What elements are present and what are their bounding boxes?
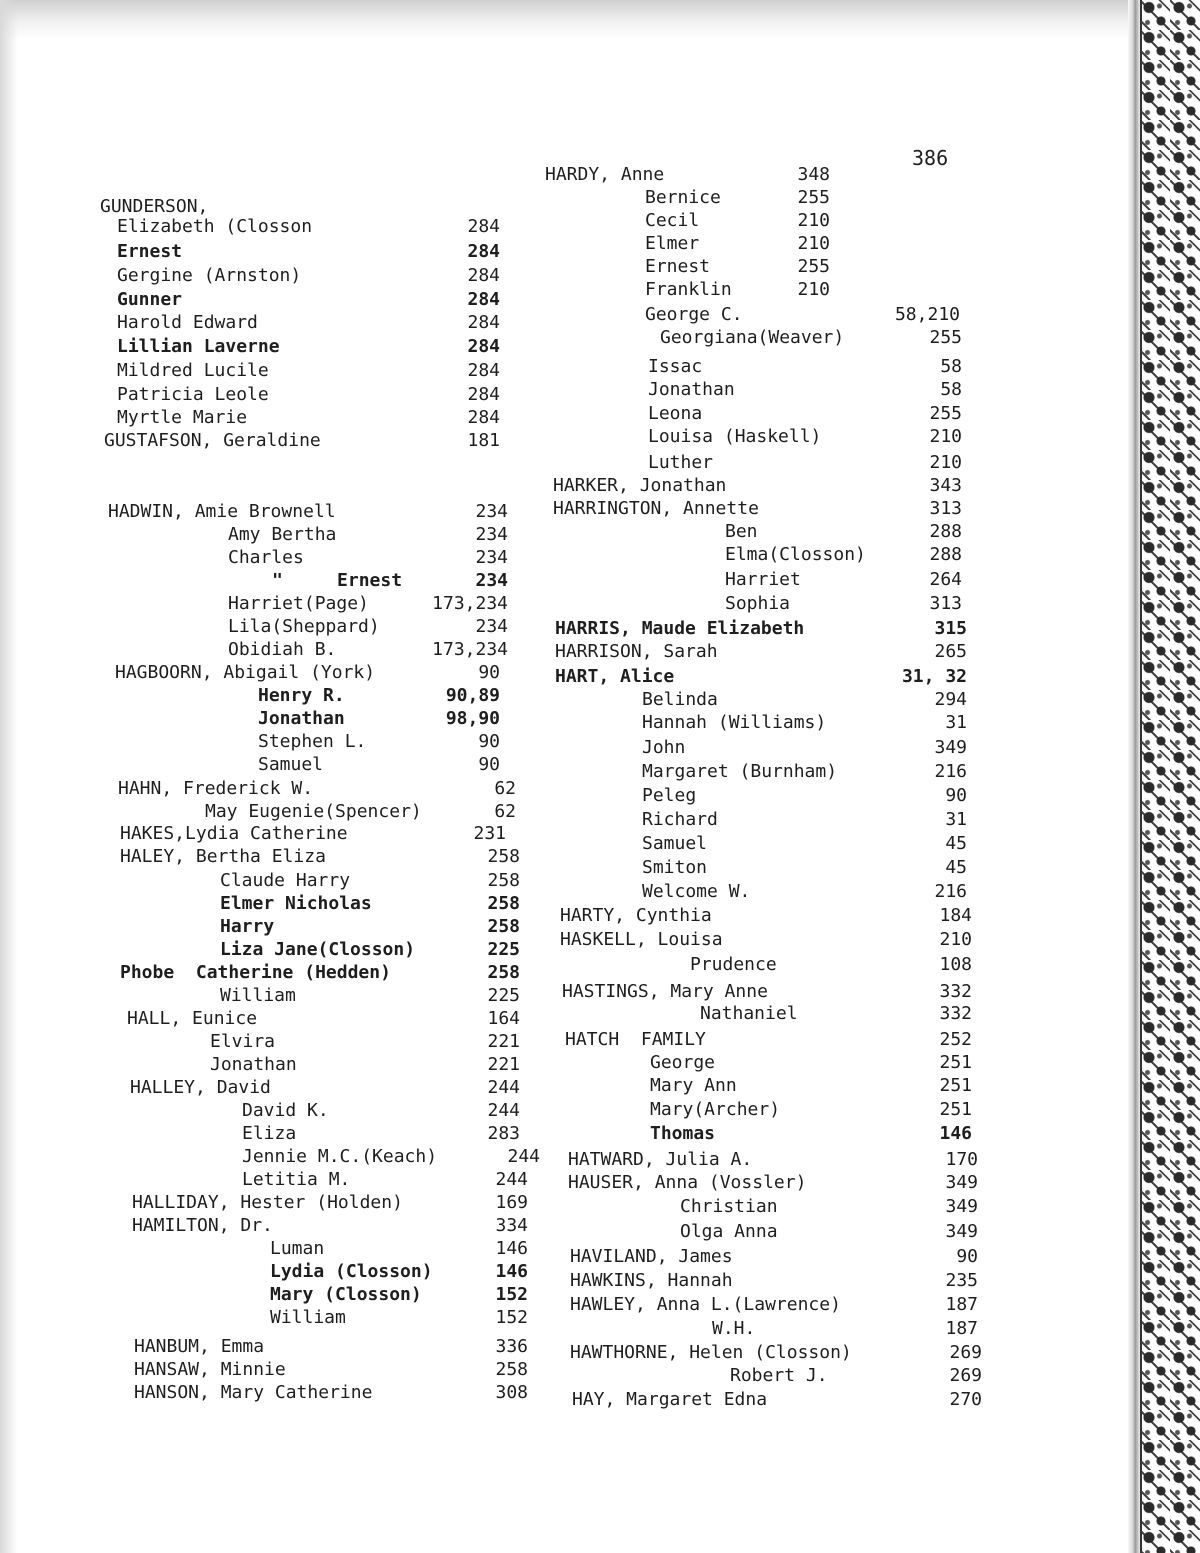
entry-pages: 269: [949, 1342, 982, 1363]
index-entry: [560, 904, 972, 927]
entry-name: Hannah (Williams): [642, 712, 827, 733]
entry-name: GUSTAFSON, Geraldine: [104, 430, 321, 451]
entry-pages: 45: [945, 857, 967, 878]
entry-pages: 45: [945, 833, 967, 854]
index-entry: [648, 378, 962, 401]
entry-name: Mildred Lucile: [117, 360, 269, 381]
entry-name: Elizabeth (Closson: [117, 216, 313, 237]
entry-name: William: [220, 985, 296, 1006]
entry-pages: 349: [945, 1221, 978, 1242]
entry-name: Gergine (Arnston): [117, 265, 302, 286]
entry-pages: 258: [487, 916, 520, 937]
index-entry: [648, 355, 962, 378]
entry-name: Amy Bertha: [228, 524, 337, 545]
entry-pages: 284: [467, 265, 500, 286]
entry-name: Lila(Sheppard): [228, 616, 380, 637]
entry-name: Ernest: [117, 241, 183, 262]
index-entry: [568, 1171, 978, 1194]
entry-name: W.H.: [712, 1318, 756, 1339]
entry-name: Patricia Leole: [117, 384, 269, 405]
entry-pages: 264: [929, 569, 962, 590]
entry-name: Jonathan: [648, 379, 735, 400]
entry-name: Prudence: [690, 954, 777, 975]
entry-name: Lillian Laverne: [117, 336, 280, 357]
entry-name: Cecil: [645, 210, 700, 231]
entry-name: HALLIDAY, Hester (Holden): [132, 1192, 403, 1213]
entry-pages: 251: [939, 1075, 972, 1096]
entry-pages: 231: [473, 823, 506, 844]
entry-name: HATCH FAMILY: [565, 1029, 706, 1050]
entry-pages: 284: [467, 241, 500, 262]
entry-name: Claude Harry: [220, 870, 351, 891]
entry-pages: 210: [929, 426, 962, 447]
entry-name: Jennie M.C.(Keach): [242, 1146, 438, 1167]
entry-pages: 225: [487, 939, 520, 960]
entry-name: Obidiah B.: [228, 639, 337, 660]
entry-name: Liza Jane(Closson): [220, 939, 416, 960]
index-entry: [555, 617, 967, 640]
entry-name: HASKELL, Louisa: [560, 929, 723, 950]
entry-pages: 184: [939, 905, 972, 926]
entry-pages: 90: [945, 785, 967, 806]
entry-pages: 349: [945, 1196, 978, 1217]
entry-name: Robert J.: [730, 1365, 828, 1386]
entry-name: Louisa (Haskell): [648, 426, 822, 447]
entry-name: Welcome W.: [642, 881, 751, 902]
entry-pages: 235: [945, 1270, 978, 1291]
entry-name: Belinda: [642, 689, 718, 710]
entry-name: May Eugenie(Spencer): [205, 801, 422, 822]
entry-name: " Ernest: [272, 570, 403, 591]
index-entry: [642, 880, 967, 903]
index-entry: [645, 186, 830, 209]
entry-pages: 269: [949, 1365, 982, 1386]
entry-pages: 58: [940, 379, 962, 400]
entry-name: Elma(Closson): [725, 544, 866, 565]
entry-name: Letitia M.: [242, 1169, 351, 1190]
entry-name: Harry: [220, 916, 275, 937]
entry-name: HAY, Margaret Edna: [572, 1389, 768, 1410]
index-entry: [570, 1245, 978, 1268]
entry-name: George C.: [645, 304, 743, 325]
entry-pages: 108: [939, 954, 972, 975]
entry-pages: 251: [939, 1099, 972, 1120]
entry-pages: 258: [495, 1359, 528, 1380]
index-entry: [725, 592, 962, 615]
entry-pages: 288: [929, 521, 962, 542]
entry-pages: 210: [797, 233, 830, 254]
entry-name: HAMILTON, Dr.: [132, 1215, 273, 1236]
entry-name: Bernice: [645, 187, 721, 208]
index-entry: [725, 568, 962, 591]
entry-name: Leona: [648, 403, 703, 424]
index-entry: [680, 1220, 978, 1243]
entry-name: Samuel: [258, 754, 324, 775]
entry-name: HAWKINS, Hannah: [570, 1270, 733, 1291]
entry-name: HAGBOORN, Abigail (York): [115, 662, 376, 683]
index-entry: [645, 232, 830, 255]
entry-name: HAVILAND, James: [570, 1246, 733, 1267]
index-entry: [690, 953, 972, 976]
index-entry: [680, 1195, 978, 1218]
entry-name: Stephen L.: [258, 731, 367, 752]
entry-name: Phobe Catherine (Hedden): [120, 962, 391, 983]
entry-pages: 336: [495, 1336, 528, 1357]
entry-pages: 255: [797, 256, 830, 277]
entry-name: Eliza: [242, 1123, 297, 1144]
entry-pages: 284: [467, 336, 500, 357]
entry-name: HART, Alice: [555, 666, 675, 687]
entry-pages: 187: [945, 1318, 978, 1339]
entry-pages: 244: [487, 1077, 520, 1098]
entry-pages: 234: [475, 501, 508, 522]
entry-pages: 90,89: [445, 685, 500, 706]
index-entry: [645, 255, 830, 278]
entry-pages: 90: [478, 731, 500, 752]
entry-name: Nathaniel: [700, 1003, 798, 1024]
entry-name: William: [270, 1307, 346, 1328]
index-entry: [555, 640, 967, 663]
entry-pages: 31, 32: [901, 666, 967, 687]
entry-pages: 58: [940, 356, 962, 377]
entry-name: Harold Edward: [117, 312, 258, 333]
entry-name: Sophia: [725, 593, 791, 614]
index-entry: [648, 402, 962, 425]
entry-name: John: [642, 737, 686, 758]
entry-pages: 255: [929, 403, 962, 424]
entry-name: Ben: [725, 521, 758, 542]
entry-name: Luther: [648, 452, 714, 473]
entry-pages: 31: [945, 809, 967, 830]
entry-pages: 284: [467, 360, 500, 381]
entry-pages: 170: [945, 1149, 978, 1170]
entry-name: Harriet(Page): [228, 593, 369, 614]
entry-pages: 252: [939, 1029, 972, 1050]
entry-pages: 284: [467, 407, 500, 428]
index-entry: [730, 1364, 982, 1387]
index-entry: [570, 1293, 978, 1316]
entry-pages: 187: [945, 1294, 978, 1315]
entry-pages: 31: [945, 712, 967, 733]
entry-pages: 152: [495, 1307, 528, 1328]
index-entry: [553, 474, 962, 497]
entry-name: HANSAW, Minnie: [134, 1359, 286, 1380]
entry-pages: 221: [487, 1054, 520, 1075]
entry-name: Smiton: [642, 857, 708, 878]
entry-pages: 234: [475, 570, 508, 591]
entry-name: George: [650, 1052, 716, 1073]
entry-pages: 225: [487, 985, 520, 1006]
entry-pages: 258: [487, 846, 520, 867]
entry-name: HARKER, Jonathan: [553, 475, 727, 496]
index-entry: [642, 856, 967, 879]
entry-name: HARTY, Cynthia: [560, 905, 712, 926]
entry-name: Charles: [228, 547, 304, 568]
index-entry: [570, 1341, 982, 1364]
entry-pages: 62: [494, 801, 516, 822]
index-entry: [642, 736, 967, 759]
entry-pages: 146: [495, 1238, 528, 1259]
entry-pages: 152: [495, 1284, 528, 1305]
entry-pages: 284: [467, 289, 500, 310]
entry-name: Jonathan: [210, 1054, 297, 1075]
index-entry: [645, 278, 830, 301]
entry-name: Issac: [648, 356, 703, 377]
entry-pages: 90: [478, 662, 500, 683]
index-entry: [700, 1002, 972, 1025]
entry-pages: 288: [929, 544, 962, 565]
entry-pages: 62: [494, 778, 516, 799]
entry-name: HADWIN, Amie Brownell: [108, 501, 336, 522]
entry-name: HARRIS, Maude Elizabeth: [555, 618, 805, 639]
entry-pages: 349: [945, 1172, 978, 1193]
entry-name: HAHN, Frederick W.: [118, 778, 314, 799]
entry-name: Olga Anna: [680, 1221, 778, 1242]
entry-pages: 265: [934, 641, 967, 662]
index-entry: [645, 303, 960, 326]
entry-pages: 284: [467, 216, 500, 237]
entry-name: HANSON, Mary Catherine: [134, 1382, 373, 1403]
entry-name: Elmer Nicholas: [220, 893, 372, 914]
entry-name: HAUSER, Anna (Vossler): [568, 1172, 807, 1193]
entry-pages: 313: [929, 593, 962, 614]
entry-name: Ernest: [645, 256, 711, 277]
index-entry: [553, 497, 962, 520]
entry-pages: 173,234: [432, 593, 508, 614]
entry-name: Harriet: [725, 569, 801, 590]
entry-pages: 234: [475, 616, 508, 637]
entry-pages: 334: [495, 1215, 528, 1236]
entry-name: Mary(Archer): [650, 1099, 781, 1120]
index-entry: [572, 1388, 982, 1411]
index-entry: [648, 425, 962, 448]
index-entry: [568, 1148, 978, 1171]
entry-name: HAWLEY, Anna L.(Lawrence): [570, 1294, 841, 1315]
entry-name: HANBUM, Emma: [134, 1336, 265, 1357]
entry-pages: 146: [939, 1123, 972, 1144]
index-entry: [725, 543, 962, 566]
entry-name: HARDY, Anne: [545, 164, 665, 185]
index-entry: [570, 1269, 978, 1292]
index-entry: [712, 1317, 978, 1340]
entry-pages: 251: [939, 1052, 972, 1073]
surname-heading: GUNDERSON,: [100, 196, 209, 217]
entry-name: HATWARD, Julia A.: [568, 1149, 753, 1170]
entry-pages: 315: [934, 618, 967, 639]
entry-name: HALL, Eunice: [127, 1008, 258, 1029]
entry-name: Thomas: [650, 1123, 716, 1144]
entry-pages: 146: [495, 1261, 528, 1282]
index-entry: [642, 760, 967, 783]
index-entry: [642, 688, 967, 711]
entry-pages: 244: [507, 1146, 540, 1167]
entry-pages: 164: [487, 1008, 520, 1029]
entry-pages: 270: [949, 1389, 982, 1410]
entry-pages: 216: [934, 881, 967, 902]
index-entry: [650, 1074, 972, 1097]
entry-name: Elvira: [210, 1031, 276, 1052]
index-entry: [642, 784, 967, 807]
index-entry: [648, 451, 962, 474]
entry-name: Samuel: [642, 833, 708, 854]
entry-pages: 255: [797, 187, 830, 208]
entry-pages: 169: [495, 1192, 528, 1213]
entry-pages: 173,234: [432, 639, 508, 660]
entry-pages: 258: [487, 962, 520, 983]
entry-name: Myrtle Marie: [117, 407, 248, 428]
index-entry: [650, 1122, 972, 1145]
entry-name: Mary Ann: [650, 1075, 737, 1096]
entry-pages: 348: [797, 164, 830, 185]
entry-name: HALLEY, David: [130, 1077, 271, 1098]
index-entry: [642, 808, 967, 831]
entry-name: David K.: [242, 1100, 329, 1121]
entry-name: Mary (Closson): [270, 1284, 422, 1305]
entry-name: Elmer: [645, 233, 700, 254]
entry-pages: 283: [487, 1123, 520, 1144]
entry-name: Franklin: [645, 279, 732, 300]
entry-pages: 234: [475, 547, 508, 568]
index-entry: [642, 832, 967, 855]
entry-pages: 308: [495, 1382, 528, 1403]
page-number: 386: [912, 146, 949, 170]
entry-name: HAWTHORNE, Helen (Closson): [570, 1342, 852, 1363]
entry-name: HALEY, Bertha Eliza: [120, 846, 326, 867]
entry-name: HARRINGTON, Annette: [553, 498, 759, 519]
entry-name: Jonathan: [258, 708, 345, 729]
entry-name: Henry R.: [258, 685, 345, 706]
index-entry: [650, 1098, 972, 1121]
entry-pages: 181: [467, 430, 500, 451]
entry-pages: 332: [939, 981, 972, 1002]
entry-pages: 258: [487, 893, 520, 914]
index-entry: [725, 520, 962, 543]
entry-pages: 284: [467, 384, 500, 405]
entry-pages: 349: [934, 737, 967, 758]
index-entry: [555, 665, 967, 688]
entry-pages: 313: [929, 498, 962, 519]
entry-pages: 258: [487, 870, 520, 891]
entry-name: HASTINGS, Mary Anne: [562, 981, 768, 1002]
entry-pages: 221: [487, 1031, 520, 1052]
entry-pages: 234: [475, 524, 508, 545]
entry-pages: 98,90: [445, 708, 500, 729]
entry-name: HAKES,Lydia Catherine: [120, 823, 348, 844]
index-entry: [650, 1051, 972, 1074]
entry-name: Peleg: [642, 785, 697, 806]
index-entry: [642, 711, 967, 734]
entry-pages: 284: [467, 312, 500, 333]
entry-name: Luman: [270, 1238, 325, 1259]
index-entry: [645, 209, 830, 232]
index-entry: [545, 163, 830, 186]
entry-pages: 294: [934, 689, 967, 710]
entry-pages: 216: [934, 761, 967, 782]
entry-pages: 58,210: [894, 304, 960, 325]
entry-pages: 332: [939, 1003, 972, 1024]
entry-name: Christian: [680, 1196, 778, 1217]
entry-name: Georgiana(Weaver): [660, 327, 845, 348]
entry-pages: 255: [929, 327, 962, 348]
index-entry: [562, 980, 972, 1003]
entry-pages: 90: [956, 1246, 978, 1267]
entry-pages: 210: [797, 210, 830, 231]
entry-name: Lydia (Closson): [270, 1261, 433, 1282]
entry-pages: 244: [487, 1100, 520, 1121]
entry-pages: 90: [478, 754, 500, 775]
entry-name: HARRISON, Sarah: [555, 641, 718, 662]
entry-pages: 210: [797, 279, 830, 300]
entry-name: Richard: [642, 809, 718, 830]
entry-pages: 210: [939, 929, 972, 950]
entry-name: Margaret (Burnham): [642, 761, 838, 782]
index-entry: [565, 1028, 972, 1051]
index-entry: [660, 326, 962, 349]
entry-pages: 244: [495, 1169, 528, 1190]
entry-pages: 210: [929, 452, 962, 473]
entry-pages: 343: [929, 475, 962, 496]
index-entry: [560, 928, 972, 951]
entry-name: Gunner: [117, 289, 183, 310]
